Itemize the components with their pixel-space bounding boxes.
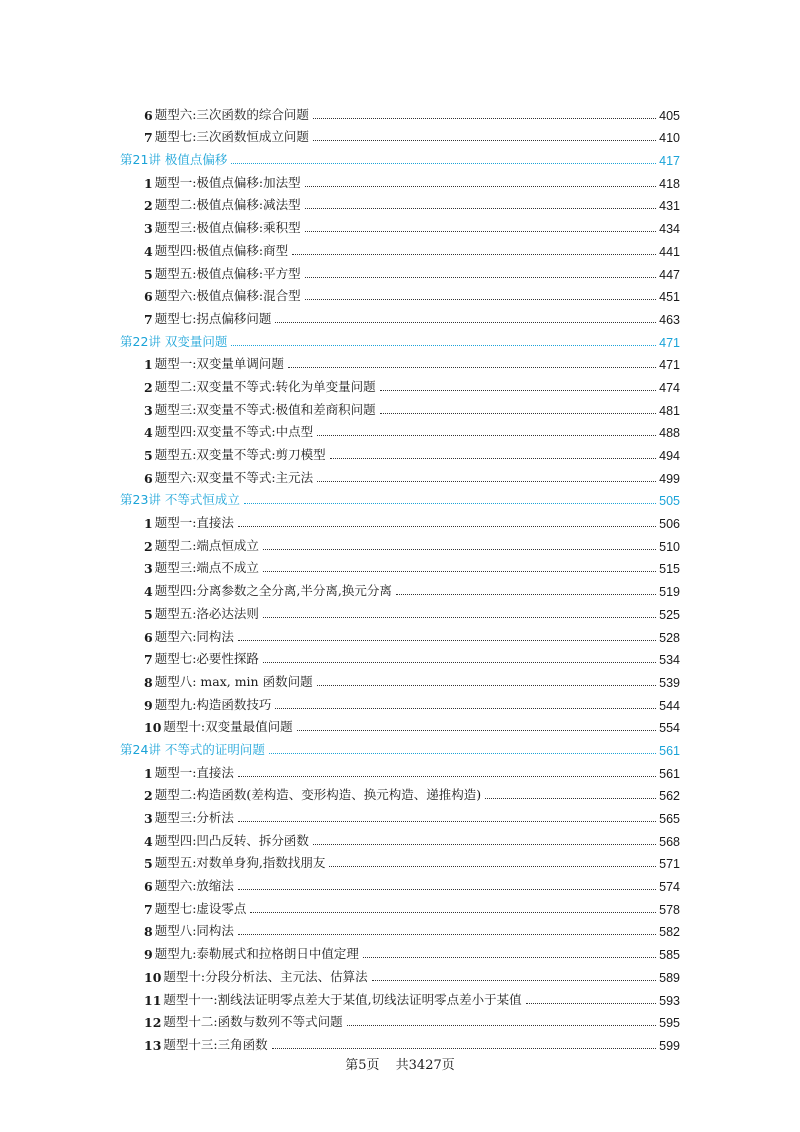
toc-entry-row[interactable] (120, 236, 680, 259)
toc-entry-number: 2 (144, 788, 153, 804)
dot-leader (269, 753, 656, 754)
toc-entry-row[interactable] (120, 622, 680, 645)
dot-leader (238, 640, 656, 641)
toc-entry-title: 题型三:端点不成立 (154, 560, 259, 576)
toc-page-number: 595 (659, 1016, 680, 1031)
toc-page-number: 488 (659, 426, 680, 441)
toc-page-number: 528 (659, 630, 680, 645)
toc-entry-number: 4 (144, 584, 153, 600)
dot-leader (363, 957, 656, 958)
toc-entry-row[interactable] (120, 781, 680, 804)
total-pages-label: 共3427页 (395, 1058, 455, 1073)
toc-entry-title: 题型七:必要性探路 (154, 651, 259, 667)
toc-section-row[interactable] (120, 327, 680, 350)
toc-entry-title: 题型一:双变量单调问题 (154, 356, 284, 372)
dot-leader (313, 140, 656, 141)
dot-leader (238, 889, 656, 890)
dot-leader (292, 254, 656, 255)
page-footer (0, 1054, 800, 1073)
dot-leader (305, 277, 657, 278)
toc-entry-row[interactable] (120, 985, 680, 1008)
toc-entry-number: 5 (144, 606, 153, 622)
toc-entry-row[interactable] (120, 304, 680, 327)
toc-entry-row[interactable] (120, 350, 680, 373)
toc-entry-number: 6 (144, 629, 153, 645)
toc-page-number: 568 (659, 834, 680, 849)
toc-entry-title: 题型二:构造函数(差构造、变形构造、换元构造、递推构造) (154, 787, 482, 803)
dot-leader (485, 798, 656, 799)
toc-entry-number: 2 (144, 379, 153, 395)
toc-page-number: 561 (659, 743, 680, 758)
dot-leader (330, 458, 657, 459)
toc-entry-number: 5 (144, 856, 153, 872)
dot-leader (297, 730, 657, 731)
dot-leader (317, 435, 656, 436)
dot-leader (263, 571, 656, 572)
toc-entry-title: 题型九:泰勒展式和拉格朗日中值定理 (154, 946, 359, 962)
toc-page-number: 519 (659, 585, 680, 600)
toc-entry-number: 4 (144, 425, 153, 441)
toc-page-number: 578 (659, 902, 680, 917)
toc-page-number: 562 (659, 789, 680, 804)
toc-section-row[interactable] (120, 486, 680, 509)
toc-entry-number: 3 (144, 561, 153, 577)
toc-page-number: 417 (659, 154, 680, 169)
toc-page-number: 418 (659, 176, 680, 191)
dot-leader (288, 367, 656, 368)
toc-entry-title: 题型十二:函数与数列不等式问题 (163, 1014, 343, 1030)
toc-page-number: 506 (659, 517, 680, 532)
toc-page-number: 481 (659, 403, 680, 418)
table-of-contents (120, 100, 680, 1053)
dot-leader (275, 322, 656, 323)
toc-entry-number: 4 (144, 243, 153, 259)
toc-page-number: 494 (659, 449, 680, 463)
toc-entry-title: 题型二:极值点偏移:减法型 (154, 197, 301, 213)
toc-entry-number: 2 (144, 538, 153, 554)
toc-entry-row[interactable] (120, 667, 680, 690)
toc-section-title: 第21讲 极值点偏移 (120, 152, 228, 168)
toc-page-number: 544 (659, 698, 680, 713)
dot-leader (305, 299, 657, 300)
toc-page-number: 554 (659, 721, 680, 736)
toc-entry-row[interactable] (120, 554, 680, 577)
toc-entry-title: 题型七:虚设零点 (154, 900, 247, 916)
toc-entry-row[interactable] (120, 1008, 680, 1031)
toc-entry-number: 4 (144, 833, 153, 849)
toc-section-title: 第24讲 不等式的证明问题 (120, 741, 265, 757)
toc-entry-row[interactable] (120, 395, 680, 418)
toc-entry-row[interactable] (120, 213, 680, 236)
toc-entry-number: 6 (144, 107, 153, 123)
toc-page-number: 574 (659, 880, 680, 895)
toc-page-number: 571 (659, 857, 680, 872)
toc-entry-number: 7 (144, 652, 153, 668)
toc-entry-number: 7 (144, 901, 153, 917)
toc-entry-number: 3 (144, 402, 153, 418)
toc-entry-row[interactable] (120, 418, 680, 441)
toc-page-number: 534 (659, 653, 680, 668)
toc-page-number: 505 (659, 494, 680, 509)
dot-leader (396, 594, 656, 595)
toc-entry-row[interactable] (120, 599, 680, 622)
toc-page-number: 499 (659, 471, 680, 486)
toc-entry-row[interactable] (120, 803, 680, 826)
dot-leader (380, 390, 657, 391)
toc-entry-row[interactable] (120, 894, 680, 917)
toc-entry-number: 8 (144, 674, 153, 690)
toc-entry-number: 1 (144, 516, 153, 532)
toc-page-number: 582 (659, 925, 680, 940)
toc-entry-row[interactable] (120, 576, 680, 599)
toc-entry-title: 题型六:极值点偏移:混合型 (154, 288, 301, 304)
toc-page-number: 405 (659, 108, 680, 123)
toc-page-number: 441 (659, 244, 680, 259)
toc-entry-title: 题型三:双变量不等式:极值和差商积问题 (154, 401, 376, 417)
toc-entry-title: 题型四:分离参数之全分离,半分离,换元分离 (154, 583, 392, 599)
toc-entry-number: 3 (144, 221, 153, 237)
toc-entry-title: 题型六:放缩法 (154, 878, 234, 894)
toc-entry-title: 题型七:三次函数恒成立问题 (154, 129, 309, 145)
toc-entry-title: 题型五:极值点偏移:平方型 (154, 265, 301, 281)
toc-entry-number: 6 (144, 879, 153, 895)
toc-page-number: 463 (659, 312, 680, 327)
toc-page-number: 585 (659, 948, 680, 963)
toc-section-row[interactable] (120, 145, 680, 168)
toc-entry-row[interactable] (120, 463, 680, 486)
dot-leader (305, 186, 657, 187)
toc-page-number: 434 (659, 222, 680, 237)
dot-leader (250, 912, 656, 913)
dot-leader (231, 345, 656, 346)
dot-leader (263, 617, 656, 618)
toc-entry-row[interactable] (120, 871, 680, 894)
toc-entry-number: 9 (144, 947, 153, 963)
toc-entry-row[interactable] (120, 939, 680, 962)
toc-page-number: 431 (659, 199, 680, 214)
toc-page-number: 410 (659, 131, 680, 146)
toc-entry-number: 11 (144, 992, 162, 1008)
toc-section-title: 第23讲 不等式恒成立 (120, 492, 240, 508)
toc-entry-number: 8 (144, 924, 153, 940)
toc-entry-row[interactable] (120, 191, 680, 214)
current-page-label: 第5页 (345, 1058, 380, 1073)
toc-entry-row[interactable] (120, 645, 680, 668)
toc-page-number: 589 (659, 970, 680, 985)
dot-leader (263, 549, 656, 550)
toc-entry-row[interactable] (120, 440, 680, 463)
dot-leader (263, 662, 656, 663)
dot-leader (238, 526, 656, 527)
toc-entry-row[interactable] (120, 508, 680, 531)
toc-page-number: 510 (659, 539, 680, 554)
toc-page-number: 471 (659, 335, 680, 350)
toc-entry-row[interactable] (120, 100, 680, 123)
toc-entry-row[interactable] (120, 531, 680, 554)
dot-leader (380, 413, 657, 414)
toc-entry-title: 题型八: max, min 函数问题 (154, 673, 313, 689)
dot-leader (305, 231, 657, 232)
toc-entry-number: 1 (144, 175, 153, 191)
toc-entry-row[interactable] (120, 849, 680, 872)
toc-entry-title: 题型三:分析法 (154, 810, 234, 825)
dot-leader (272, 1048, 657, 1049)
dot-leader (372, 980, 657, 981)
toc-entry-title: 题型四:双变量不等式:中点型 (154, 424, 314, 440)
toc-entry-title: 题型五:对数单身狗,指数找朋友 (154, 855, 326, 871)
toc-page-number: 565 (659, 812, 680, 826)
toc-section-title: 第22讲 双变量问题 (120, 333, 228, 349)
toc-entry-number: 10 (144, 969, 162, 985)
toc-entry-number: 10 (144, 720, 162, 736)
toc-entry-row[interactable] (120, 1030, 680, 1053)
dot-leader (244, 503, 656, 504)
toc-entry-number: 5 (144, 266, 153, 282)
toc-entry-number: 6 (144, 470, 153, 486)
toc-entry-number: 5 (144, 448, 153, 463)
toc-entry-number: 7 (144, 311, 153, 327)
toc-entry-row[interactable] (120, 168, 680, 191)
toc-entry-number: 3 (144, 811, 153, 826)
toc-entry-title: 题型四:凹凸反转、拆分函数 (154, 832, 309, 848)
toc-entry-row[interactable] (120, 123, 680, 146)
toc-entry-row[interactable] (120, 713, 680, 736)
toc-entry-title: 题型六:同构法 (154, 628, 234, 644)
toc-entry-title: 题型五:双变量不等式:剪刀模型 (154, 447, 326, 462)
toc-page-number: 471 (659, 358, 680, 373)
toc-entry-title: 题型二:双变量不等式:转化为单变量问题 (154, 378, 376, 394)
dot-leader (347, 1025, 657, 1026)
toc-entry-number: 1 (144, 357, 153, 373)
dot-leader (238, 934, 656, 935)
dot-leader (329, 866, 656, 867)
toc-entry-title: 题型十:双变量最值问题 (163, 719, 293, 735)
dot-leader (275, 708, 656, 709)
dot-leader (305, 208, 657, 209)
toc-entry-row[interactable] (120, 690, 680, 713)
toc-page-number: 561 (659, 766, 680, 781)
toc-entry-number: 13 (144, 1037, 162, 1053)
toc-entry-title: 题型十:分段分析法、主元法、估算法 (163, 968, 368, 984)
toc-page-number: 525 (659, 607, 680, 622)
toc-entry-title: 题型一:极值点偏移:加法型 (154, 174, 301, 190)
toc-entry-title: 题型一:直接法 (154, 515, 234, 531)
toc-entry-title: 题型五:洛必达法则 (154, 605, 259, 621)
dot-leader (317, 685, 657, 686)
dot-leader (317, 481, 656, 482)
toc-page-number: 474 (659, 380, 680, 395)
toc-entry-title: 题型七:拐点偏移问题 (154, 310, 272, 326)
toc-page-number: 515 (659, 562, 680, 577)
toc-entry-number: 9 (144, 697, 153, 713)
toc-entry-title: 题型二:端点恒成立 (154, 537, 259, 553)
toc-page-number: 451 (659, 290, 680, 305)
toc-entry-number: 1 (144, 765, 153, 781)
toc-entry-number: 2 (144, 198, 153, 214)
dot-leader (313, 118, 656, 119)
dot-leader (238, 821, 656, 822)
toc-entry-title: 题型三:极值点偏移:乘积型 (154, 220, 301, 236)
toc-entry-number: 6 (144, 289, 153, 305)
toc-entry-title: 题型十三:三角函数 (163, 1036, 268, 1052)
dot-leader (526, 1003, 657, 1004)
toc-entry-title: 题型十一:割线法证明零点差大于某值,切线法证明零点差小于某值 (163, 991, 522, 1007)
dot-leader (313, 844, 656, 845)
dot-leader (238, 776, 656, 777)
toc-entry-row[interactable] (120, 259, 680, 282)
toc-page-number: 599 (659, 1038, 680, 1053)
toc-entry-row[interactable] (120, 282, 680, 305)
toc-page-number: 539 (659, 675, 680, 690)
toc-section-row[interactable] (120, 735, 680, 758)
toc-entry-title: 题型九:构造函数技巧 (154, 696, 272, 712)
toc-entry-row[interactable] (120, 372, 680, 395)
toc-page-number: 447 (659, 267, 680, 282)
toc-entry-row[interactable] (120, 826, 680, 849)
toc-entry-title: 题型八:同构法 (154, 923, 234, 939)
toc-entry-number: 7 (144, 130, 153, 146)
toc-entry-row[interactable] (120, 962, 680, 985)
dot-leader (231, 163, 656, 164)
toc-entry-title: 题型四:极值点偏移:商型 (154, 242, 289, 258)
toc-entry-title: 题型六:双变量不等式:主元法 (154, 469, 314, 485)
toc-entry-row[interactable] (120, 758, 680, 781)
toc-entry-title: 题型六:三次函数的综合问题 (154, 106, 309, 122)
toc-entry-title: 题型一:直接法 (154, 764, 234, 780)
toc-entry-row[interactable] (120, 917, 680, 940)
toc-entry-number: 12 (144, 1015, 162, 1031)
toc-page-number: 593 (659, 993, 680, 1008)
